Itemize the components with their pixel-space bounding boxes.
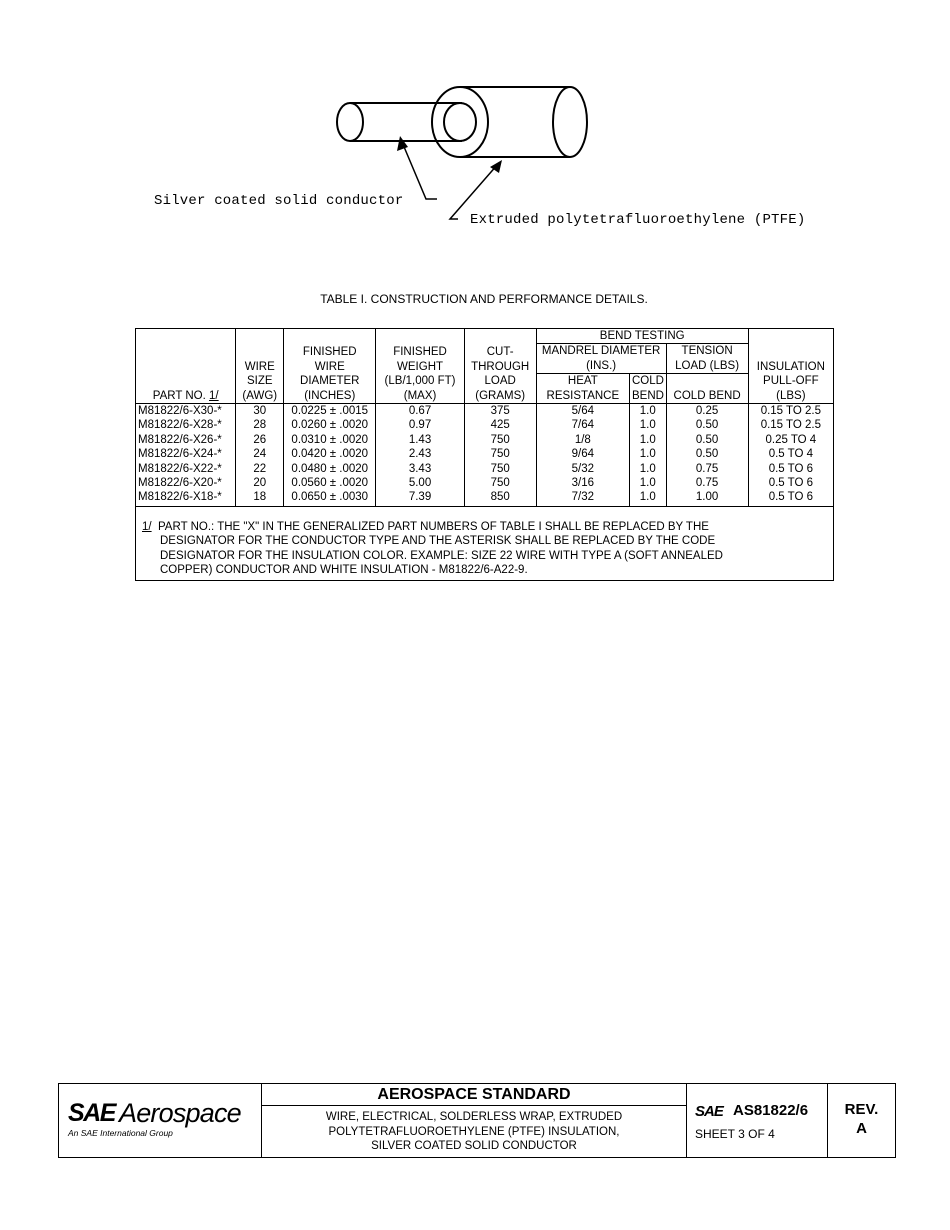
- header-finished-weight: FINISHED WEIGHT (LB/1,000 FT) (MAX): [376, 329, 464, 404]
- cell-pull: 0.5 TO 6: [748, 490, 833, 506]
- sheet-number: SHEET 3 OF 4: [695, 1127, 775, 1141]
- cell-heat: 5/32: [536, 462, 629, 476]
- cell-weight: 1.43: [376, 433, 464, 447]
- cell-cold: 1.0: [630, 418, 667, 432]
- cell-part: M81822/6-X20-*: [136, 476, 236, 490]
- header-tension-cold-bend: COLD BEND: [666, 374, 748, 404]
- header-tension-load: TENSION LOAD (LBS): [666, 344, 748, 374]
- document-description: WIRE, ELECTRICAL, SOLDERLESS WRAP, EXTRUDED POLYTETRAFLUOROETHYLENE (PTFE) INSULATION, SILVER COATED SOLID CONDUCTOR: [325, 1111, 623, 1152]
- cell-cold: 1.0: [630, 490, 667, 506]
- cell-weight: 0.97: [376, 418, 464, 432]
- logo-sae-mark: SAE: [68, 1099, 115, 1127]
- header-cut-through: CUT- THROUGH LOAD (GRAMS): [464, 329, 536, 404]
- revision-block: [828, 1084, 895, 1157]
- cell-part: M81822/6-X28-*: [136, 418, 236, 432]
- cell-cold: 1.0: [630, 433, 667, 447]
- cell-heat: 5/64: [536, 404, 629, 419]
- header-part-no: PART NO. 1/: [136, 329, 236, 404]
- cell-weight: 2.43: [376, 447, 464, 461]
- wire-illustration: [140, 78, 840, 248]
- cell-cut: 375: [464, 404, 536, 419]
- cell-part: M81822/6-X30-*: [136, 404, 236, 419]
- cell-dia: 0.0480 ± .0020: [284, 462, 376, 476]
- table-title: TABLE I. CONSTRUCTION AND PERFORMANCE DETAILS.: [320, 292, 648, 306]
- table-footnote: 1/ PART NO.: THE "X" IN THE GENERALIZED PART NUMBERS OF TABLE I SHALL BE REPLACED BY THE DESIGNATOR FOR THE CONDUCTOR TYPE AND THE ASTERISK SHALL BE REPLACED BY THE CODE DESIGNATOR FOR THE INSULATION COLOR. EXAMPLE: SIZE 22 WIRE WITH TYPE A (SOFT ANNEALED COPPER) CONDUCTOR AND WHITE INSULATION - M81822/6-A22-9.: [136, 506, 834, 580]
- cell-tension: 0.75: [666, 476, 748, 490]
- cell-awg: 30: [236, 404, 284, 419]
- logo-subtitle: An SAE International Group: [68, 1128, 173, 1138]
- table-row: [136, 476, 834, 490]
- sae-aerospace-logo: [59, 1084, 262, 1157]
- cell-weight: 3.43: [376, 462, 464, 476]
- revision-value: A: [856, 1120, 867, 1137]
- cell-pull: 0.5 TO 6: [748, 462, 833, 476]
- standard-number-block: [687, 1084, 828, 1157]
- cell-weight: 5.00: [376, 476, 464, 490]
- cell-cut: 425: [464, 418, 536, 432]
- cell-tension: 0.75: [666, 462, 748, 476]
- document-footer: [58, 1083, 896, 1158]
- table-row: [136, 447, 834, 461]
- cell-heat: 7/64: [536, 418, 629, 432]
- cell-awg: 28: [236, 418, 284, 432]
- cell-part: M81822/6-X22-*: [136, 462, 236, 476]
- cell-cut: 750: [464, 462, 536, 476]
- cell-heat: 9/64: [536, 447, 629, 461]
- header-finished-diameter: FINISHED WIRE DIAMETER (INCHES): [284, 329, 376, 404]
- table-row: [136, 490, 834, 506]
- cell-dia: 0.0310 ± .0020: [284, 433, 376, 447]
- cell-part: M81822/6-X24-*: [136, 447, 236, 461]
- header-bend-testing: BEND TESTING: [536, 329, 748, 344]
- cell-tension: 0.50: [666, 447, 748, 461]
- cell-dia: 0.0420 ± .0020: [284, 447, 376, 461]
- cell-dia: 0.0560 ± .0020: [284, 476, 376, 490]
- header-cold-bend: COLD BEND: [630, 374, 667, 404]
- header-mandrel-diameter: MANDREL DIAMETER (INS.): [536, 344, 666, 374]
- table-row: [136, 418, 834, 432]
- cell-pull: 0.15 TO 2.5: [748, 404, 833, 419]
- cell-weight: 7.39: [376, 490, 464, 506]
- standard-number: AS81822/6: [733, 1102, 809, 1119]
- construction-table: [135, 328, 834, 581]
- cell-pull: 0.25 TO 4: [748, 433, 833, 447]
- cell-pull: 0.5 TO 4: [748, 447, 833, 461]
- cell-dia: 0.0260 ± .0020: [284, 418, 376, 432]
- cell-dia: 0.0225 ± .0015: [284, 404, 376, 419]
- cell-part: M81822/6-X18-*: [136, 490, 236, 506]
- cell-cut: 750: [464, 447, 536, 461]
- std-sae-mark: SAE: [695, 1103, 723, 1120]
- cell-heat: 3/16: [536, 476, 629, 490]
- cell-heat: 1/8: [536, 433, 629, 447]
- cell-dia: 0.0650 ± .0030: [284, 490, 376, 506]
- cell-cut: 750: [464, 433, 536, 447]
- cell-heat: 7/32: [536, 490, 629, 506]
- cell-awg: 24: [236, 447, 284, 461]
- cell-cold: 1.0: [630, 476, 667, 490]
- cell-tension: 0.50: [666, 433, 748, 447]
- aerospace-standard-title: AEROSPACE STANDARD: [262, 1084, 686, 1106]
- cell-awg: 20: [236, 476, 284, 490]
- cell-cold: 1.0: [630, 462, 667, 476]
- header-heat-resistance: HEAT RESISTANCE: [536, 374, 629, 404]
- cell-tension: 0.25: [666, 404, 748, 419]
- conductor-label: Silver coated solid conductor: [154, 193, 404, 209]
- cell-part: M81822/6-X26-*: [136, 433, 236, 447]
- footer-title-block: [262, 1084, 687, 1157]
- cell-awg: 18: [236, 490, 284, 506]
- revision-label: REV.: [844, 1101, 879, 1118]
- table-row: [136, 404, 834, 419]
- cell-awg: 26: [236, 433, 284, 447]
- cell-pull: 0.5 TO 6: [748, 476, 833, 490]
- cell-cold: 1.0: [630, 404, 667, 419]
- insulation-label: Extruded polytetrafluoroethylene (PTFE): [470, 212, 806, 228]
- logo-aerospace-text: Aerospace: [119, 1098, 241, 1128]
- cell-cold: 1.0: [630, 447, 667, 461]
- cell-weight: 0.67: [376, 404, 464, 419]
- header-wire-size: WIRE SIZE (AWG): [236, 329, 284, 404]
- table-row: [136, 462, 834, 476]
- cell-cut: 850: [464, 490, 536, 506]
- table-row: [136, 433, 834, 447]
- cell-pull: 0.15 TO 2.5: [748, 418, 833, 432]
- cell-cut: 750: [464, 476, 536, 490]
- cell-tension: 0.50: [666, 418, 748, 432]
- cell-tension: 1.00: [666, 490, 748, 506]
- header-insulation-pull-off: INSULATION PULL-OFF (LBS): [748, 329, 833, 404]
- cell-awg: 22: [236, 462, 284, 476]
